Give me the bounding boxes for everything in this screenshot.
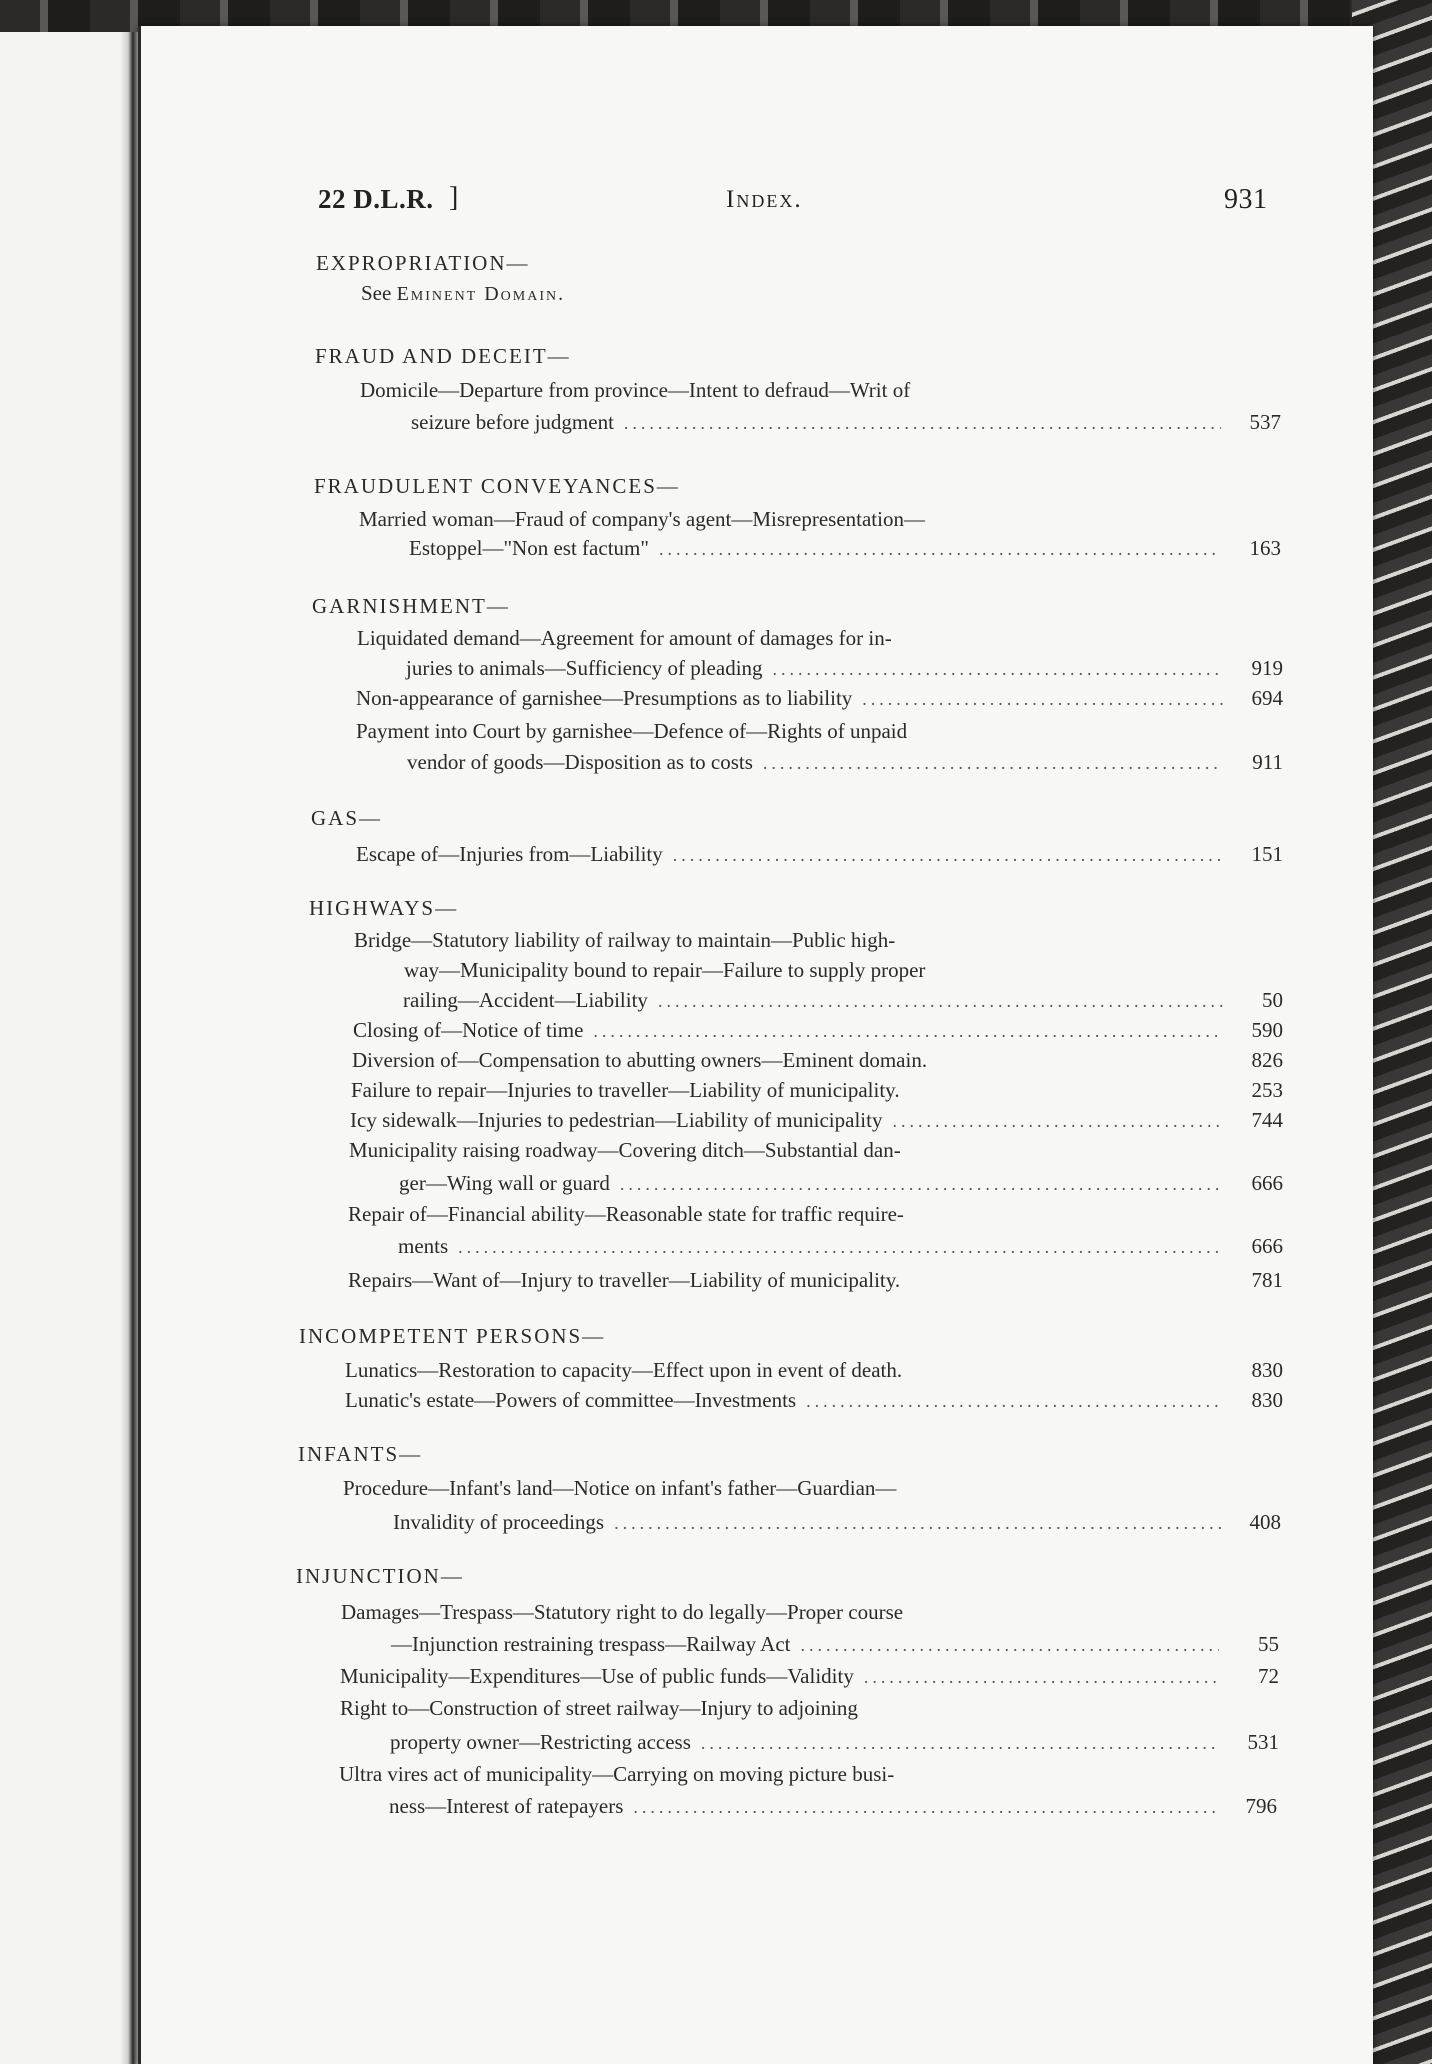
- entry-text: —Injunction restraining trespass—Railway Act: [391, 1632, 791, 1656]
- running-head: [318, 184, 1298, 224]
- see-reference: Eminent Domain.: [396, 283, 566, 305]
- index-entry-final-line: [390, 1730, 1279, 1755]
- dot-leader: [659, 539, 1221, 560]
- dot-leader: [701, 1733, 1219, 1754]
- dot-leader: [624, 413, 1221, 434]
- page-ref: 919: [1251, 656, 1283, 680]
- index-entry-final-line: [398, 1234, 1283, 1259]
- dot-leader: [633, 1797, 1217, 1818]
- page-ref: 408: [1249, 1510, 1281, 1534]
- page-ref: 744: [1251, 1108, 1283, 1132]
- index-entry-line: Damages—Trespass—Statutory right to do legally—Proper course: [341, 1600, 904, 1624]
- entry-text: seizure before judgment: [411, 410, 614, 434]
- index-page: [138, 26, 1373, 2064]
- entry-text: vendor of goods—Disposition as to costs: [407, 750, 753, 774]
- entry-text: Municipality—Expenditures—Use of public funds—Validity: [340, 1664, 854, 1688]
- page-ref: 50: [1262, 988, 1283, 1012]
- running-head-bracket: ]: [449, 182, 459, 213]
- entry-text: Repairs—Want of—Injury to traveller—Liability of municipality.: [348, 1268, 901, 1292]
- entry-text: railing—Accident—Liability: [403, 988, 648, 1012]
- dot-leader: [658, 991, 1223, 1012]
- dot-leader: [614, 1513, 1221, 1534]
- section-heading: INFANTS—: [298, 1442, 423, 1466]
- dot-leader: [620, 1174, 1223, 1195]
- page-ref: 796: [1245, 1794, 1277, 1818]
- page-ref: 781: [1251, 1268, 1283, 1292]
- entry-text: Closing of—Notice of time: [353, 1018, 584, 1042]
- section-heading: EXPROPRIATION—: [316, 251, 530, 275]
- entry-text: Diversion of—Compensation to abutting owners—Eminent domain.: [352, 1048, 928, 1072]
- entry-text: Estoppel—"Non est factum": [409, 536, 649, 560]
- volume-reference: 22 D.L.R.: [318, 184, 434, 214]
- index-entry-final-line: [389, 1794, 1277, 1819]
- section-heading: INCOMPETENT PERSONS—: [299, 1324, 606, 1348]
- page-number: 931: [1224, 184, 1268, 215]
- dot-leader: [892, 1111, 1223, 1132]
- entry-text: ness—Interest of ratepayers: [389, 1794, 624, 1818]
- dot-leader: [862, 689, 1223, 710]
- page-ref: 830: [1251, 1358, 1283, 1382]
- page-ref: 830: [1251, 1388, 1283, 1412]
- index-entry-line: Ultra vires act of municipality—Carrying on moving picture busi-: [339, 1762, 895, 1786]
- dot-leader: [806, 1391, 1223, 1412]
- page-ref: 55: [1258, 1632, 1279, 1656]
- index-entry-final-line: [356, 842, 1283, 867]
- page-ref: 253: [1251, 1078, 1283, 1102]
- page-title: Index.: [726, 186, 803, 213]
- page-ref: 590: [1251, 1018, 1283, 1042]
- entry-text: Lunatic's estate—Powers of committee—Investments: [345, 1388, 797, 1412]
- section-heading: GAS—: [311, 806, 383, 830]
- entry-text: juries to animals—Sufficiency of pleading: [406, 656, 763, 680]
- index-entry-final-line: [409, 536, 1281, 561]
- entry-text: Lunatics—Restoration to capacity—Effect upon in event of death.: [345, 1358, 903, 1382]
- index-entry-final-line: [353, 1018, 1283, 1043]
- dot-leader: [801, 1635, 1219, 1656]
- page-ref: 666: [1251, 1171, 1283, 1195]
- index-entry-final-line: [351, 1078, 1283, 1103]
- section-heading: GARNISHMENT—: [312, 594, 510, 618]
- left-scan-margin: [0, 0, 150, 2064]
- index-entry-line: Municipality raising roadway—Covering ditch—Substantial dan-: [349, 1138, 901, 1162]
- index-entry-final-line: [350, 1108, 1283, 1133]
- section-heading: INJUNCTION—: [296, 1564, 464, 1588]
- dot-leader: [773, 659, 1223, 680]
- entry-text: Invalidity of proceedings: [393, 1510, 605, 1534]
- index-entry-final-line: [348, 1268, 1283, 1293]
- index-entry-final-line: [407, 750, 1283, 775]
- entry-text: ger—Wing wall or guard: [399, 1171, 610, 1195]
- page-ref: 163: [1249, 536, 1281, 560]
- index-entry-final-line: [393, 1510, 1281, 1535]
- index-entry-line: Married woman—Fraud of company's agent—Misrepresentation—: [359, 507, 925, 531]
- section-heading: FRAUDULENT CONVEYANCES—: [314, 474, 680, 498]
- index-entry-line: Liquidated demand—Agreement for amount of damages for in-: [357, 626, 892, 650]
- section-heading: FRAUD AND DECEIT—: [315, 344, 571, 368]
- index-entry-final-line: [345, 1358, 1283, 1383]
- dot-leader: [864, 1667, 1219, 1688]
- entry-text: Escape of—Injuries from—Liability: [356, 842, 663, 866]
- index-entry-final-line: [352, 1048, 1283, 1073]
- index-entry-line: Domicile—Departure from province—Intent to defraud—Writ of: [360, 378, 911, 402]
- section-heading: HIGHWAYS—: [309, 896, 459, 920]
- index-entry-line: Payment into Court by garnishee—Defence of—Rights of unpaid: [356, 719, 908, 743]
- page-ref: 694: [1251, 686, 1283, 710]
- entry-text: Non-appearance of garnishee—Presumptions as to liability: [356, 686, 853, 710]
- page-ref: 531: [1247, 1730, 1279, 1754]
- entry-text: ments: [398, 1234, 449, 1258]
- index-entry-final-line: [406, 656, 1283, 681]
- index-entry-final-line: [411, 410, 1281, 435]
- page-ref: 666: [1251, 1234, 1283, 1258]
- index-entry-line: Repair of—Financial ability—Reasonable state for traffic require-: [348, 1202, 904, 1226]
- index-entry-final-line: [356, 686, 1283, 711]
- dot-leader: [673, 845, 1223, 866]
- page-ref: 151: [1251, 842, 1283, 866]
- entry-text: property owner—Restricting access: [390, 1730, 691, 1754]
- dot-leader: [763, 753, 1223, 774]
- index-entry-line: way—Municipality bound to repair—Failure to supply proper: [404, 958, 926, 982]
- index-entry-final-line: [340, 1664, 1279, 1689]
- page-ref: 72: [1258, 1664, 1279, 1688]
- index-entry-final-line: [345, 1388, 1283, 1413]
- index-entry-final-line: [391, 1632, 1279, 1657]
- index-entry-line: Procedure—Infant's land—Notice on infant's father—Guardian—: [343, 1476, 897, 1500]
- page-ref: 911: [1252, 750, 1283, 774]
- entry-text: Failure to repair—Injuries to traveller—Liability of municipality.: [351, 1078, 900, 1102]
- index-entry-line: Bridge—Statutory liability of railway to maintain—Public high-: [354, 928, 896, 952]
- page-ref: 826: [1251, 1048, 1283, 1072]
- see-label: See: [361, 281, 392, 305]
- dot-leader: [593, 1021, 1223, 1042]
- dot-leader: [458, 1237, 1223, 1258]
- index-entry-final-line: [403, 988, 1283, 1013]
- page-ref: 537: [1249, 410, 1281, 434]
- index-entry-final-line: [399, 1171, 1283, 1196]
- entry-text: Icy sidewalk—Injuries to pedestrian—Liability of municipality: [350, 1108, 883, 1132]
- cross-reference: [361, 281, 565, 306]
- index-entry-line: Right to—Construction of street railway—Injury to adjoining: [340, 1696, 858, 1720]
